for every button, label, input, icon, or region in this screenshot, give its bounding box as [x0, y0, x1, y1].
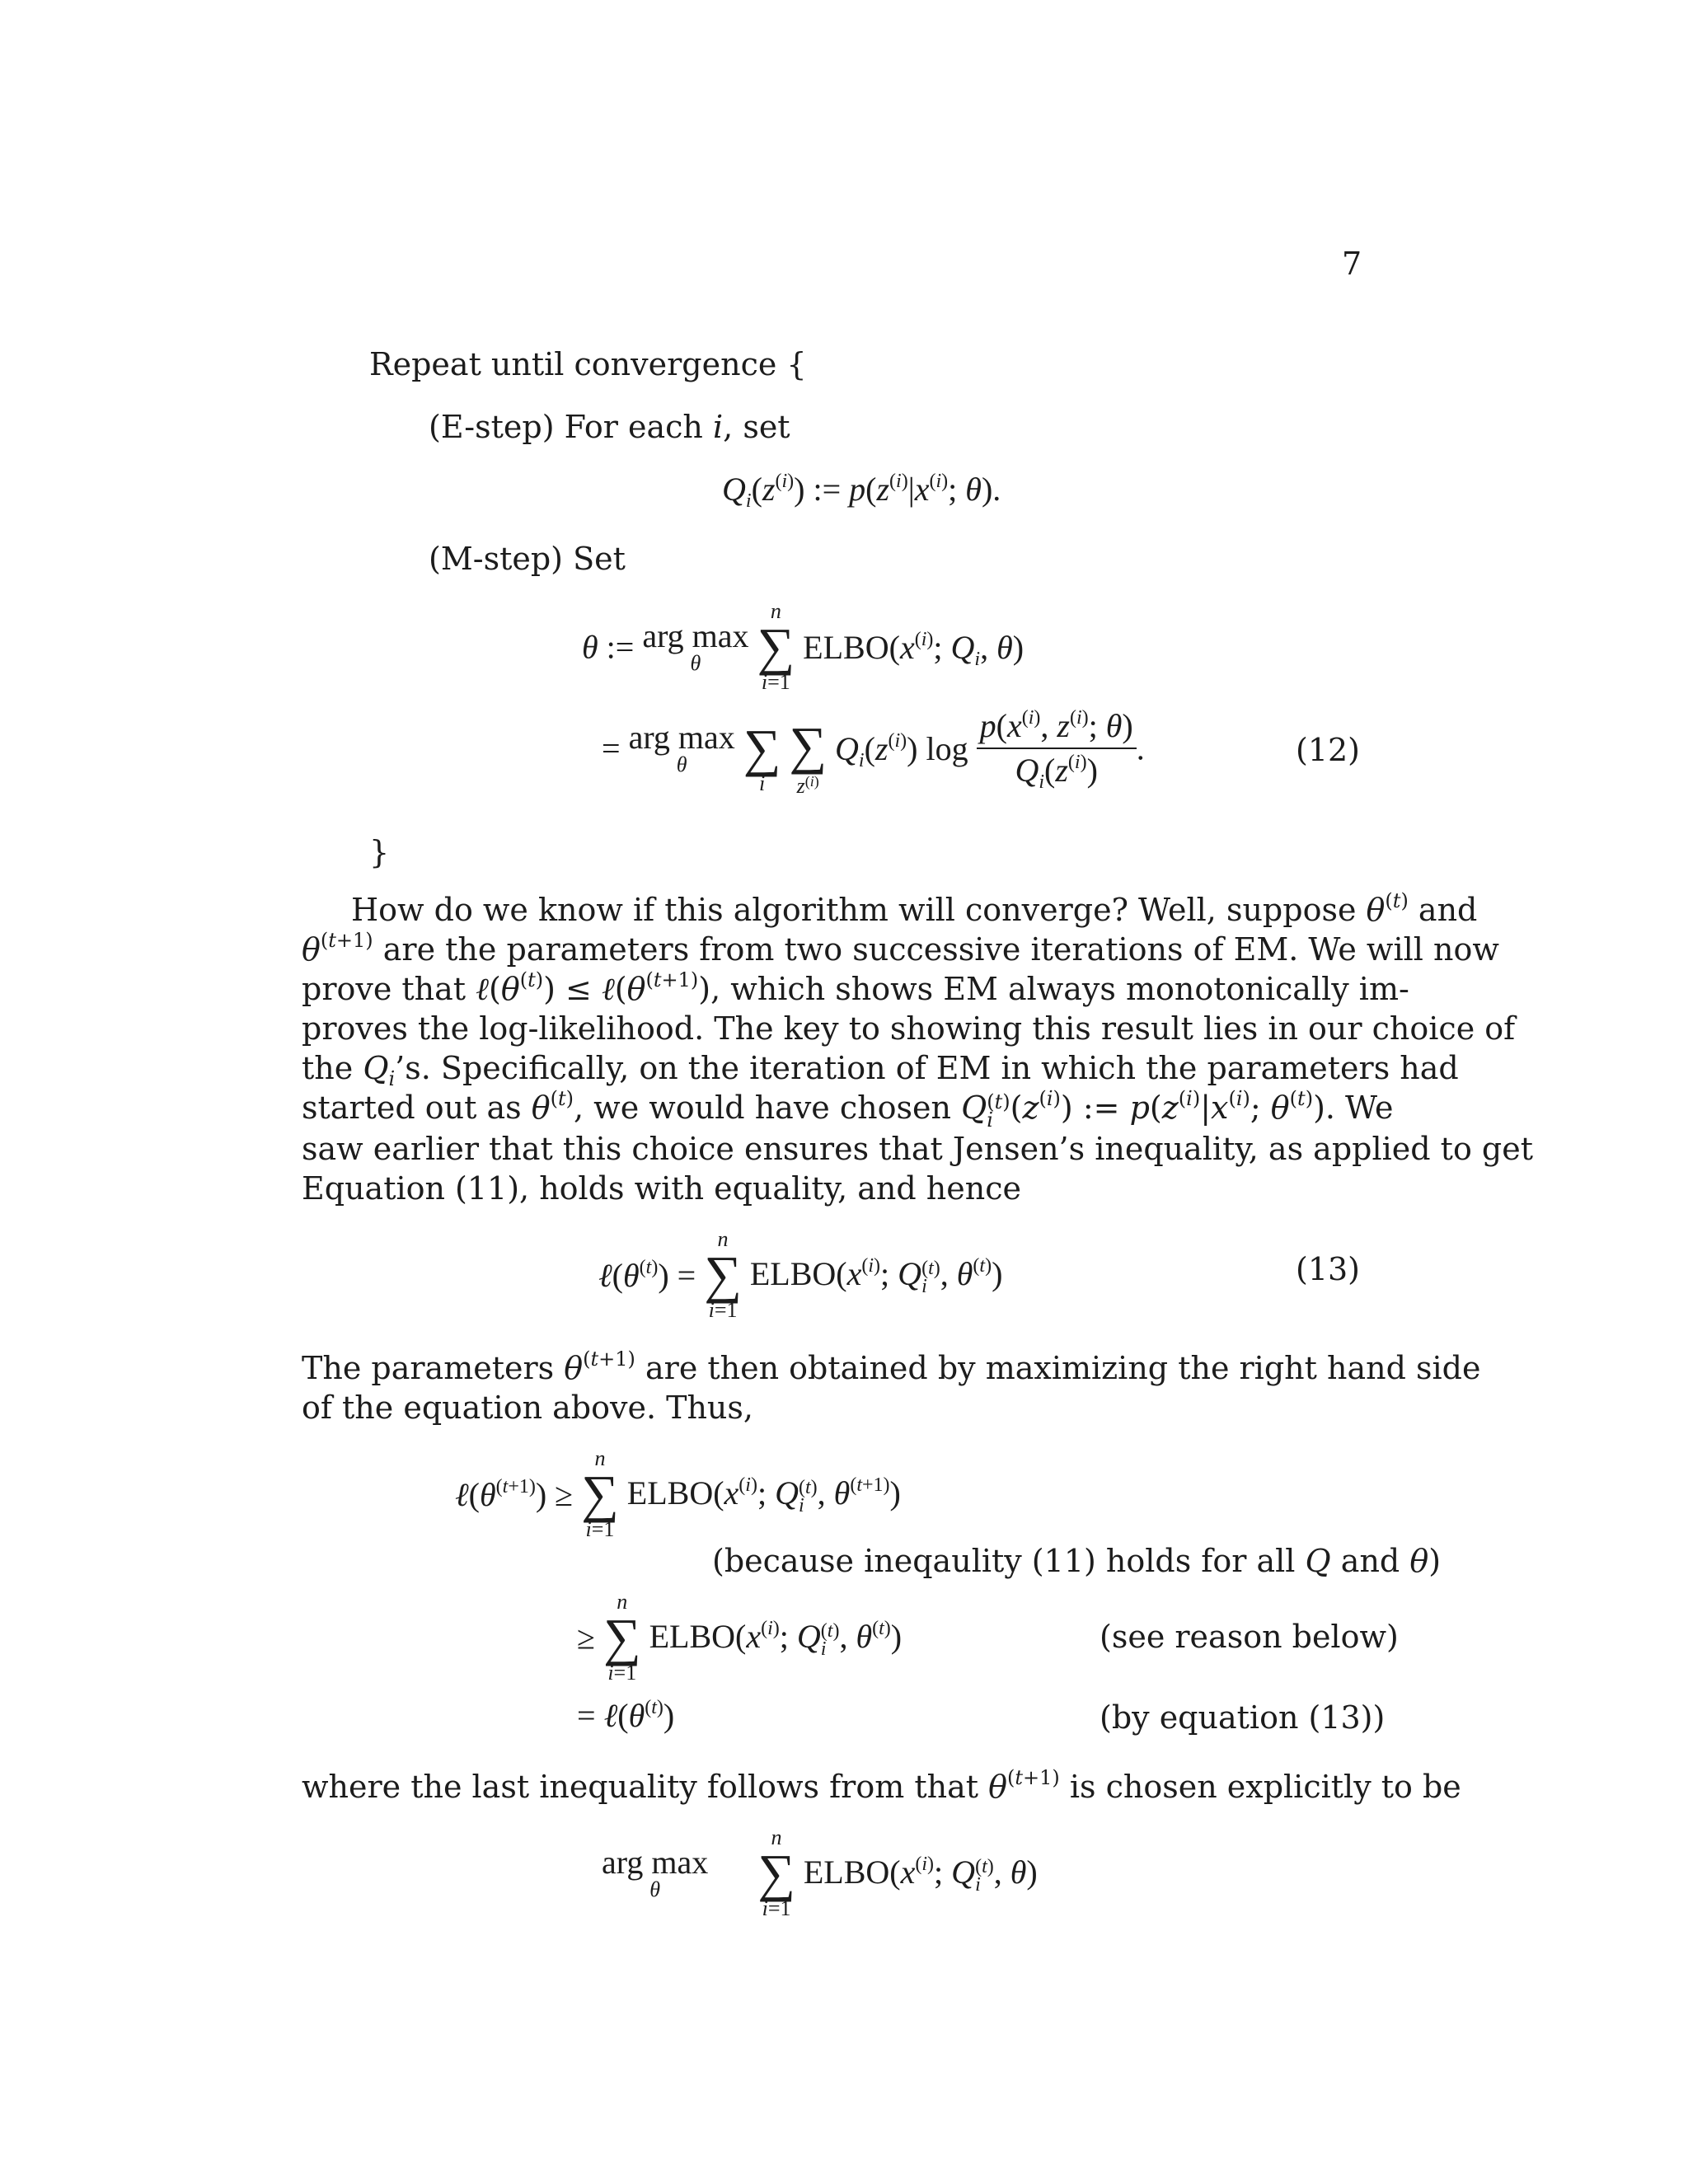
argmax-operator: arg max θ	[642, 617, 749, 675]
close-brace: }	[369, 834, 390, 870]
estep-equation: $Q_i(z^{(i)})$ := $p(z^{(i)}|x^{(i)}$; θ).	[722, 471, 1001, 512]
estep-var: i	[713, 409, 724, 445]
paragraph-2: The parameters $\theta^{(t+1)}$ are then obtained by maximizing the right hand side of the equation above. Thus,	[302, 1347, 1481, 1426]
mstep-equation-1: θ := arg max θ n ∑ i=1 $ELBO(x^{(i)}$; $Q_i$, θ)	[582, 599, 1025, 694]
equation-13: $\ell(\theta^{(t)})$ = n ∑ i=1 $ELBO(x^{(i)}$; Q (t) i , $\theta^{(t)}$)	[598, 1227, 1003, 1322]
estep-suffix: , set	[723, 409, 790, 445]
sum-operator-final: n ∑ i=1	[757, 1825, 795, 1920]
ineq-reason-2: (see reason below)	[1100, 1619, 1399, 1655]
argmax-operator-2: arg max θ	[628, 719, 735, 776]
repeat-line: Repeat until convergence {	[369, 346, 807, 382]
final-argmax-equation: arg max θ n ∑ i=1 $ELBO(x^{(i)}$; Q (t) i , θ)	[602, 1825, 1038, 1920]
fraction: $\frac{p(x^{(i)}, z^{(i)}; \theta)}{Q_i(z^{(i)})}$	[977, 708, 1137, 789]
ineq-reason-1: (because ineqaulity (11) holds for all Q and θ)	[712, 1543, 1442, 1579]
sum-operator-i: ∑ i	[743, 719, 781, 795]
mstep-line: (M-step) Set	[429, 541, 626, 577]
paragraph-1: How do we know if this algorithm will converge? Well, suppose $\theta^{(t)}$ and $\theta^{(t+1)}$ are the parameters from two successive iterations of EM. We will now prove that $\ell(\theta^{(t)})$ ≤ $\ell(\theta^{(t+1)})$, which shows EM always monotonically im- proves the log-likelihood. The key to showing this result lies in our choice of the $Q_i’s$. Specifically, on the iteration of EM in which the parameters had started out as $\theta^{(t)}$, we would have chosen Q (t) i $(z^{(i)})$ := $p(z^{(i)}|x^{(i)}$; $\theta^{(t)}$). We saw earlier that this choice ensures that Jensen’s inequality, as applied to get Equation (11), holds with equality, and hence	[302, 889, 1533, 1207]
ineq-line-3: = $\ell(\theta^{(t)})$	[577, 1697, 675, 1734]
paragraph-3: where the last inequality follows from that $\theta^{(t+1)}$ is chosen explicitly to be	[302, 1766, 1461, 1805]
page-number: 7	[1342, 246, 1362, 282]
sum-operator-ineq-2: n ∑ i=1	[603, 1590, 641, 1685]
ineq-line-2: ≥ n ∑ i=1 $ELBO(x^{(i)}$; Q (t) i , $\theta^{(t)}$)	[577, 1590, 903, 1685]
equation-number-12: (12)	[1296, 732, 1361, 768]
ineq-line-1: $\ell(\theta^{(t+1)})$ ≥ n ∑ i=1 $ELBO(x^{(i)}$; Q (t) i , $\theta^{(t+1)}$)	[455, 1446, 901, 1541]
equation-number-13: (13)	[1296, 1251, 1361, 1287]
sum-operator-ineq-1: n ∑ i=1	[581, 1446, 619, 1541]
argmax-operator-final: arg max θ	[602, 1844, 709, 1901]
estep-prefix: (E-step) For each	[429, 409, 713, 445]
estep-line	[429, 407, 790, 447]
sum-operator-z: ∑ $z^{(i)}$	[789, 716, 828, 798]
ineq-reason-3: (by equation (13))	[1100, 1699, 1386, 1736]
mstep-equation-2: = arg max θ ∑ i ∑ $z^{(i)}$ $Q_i(z^{(i)})$ log $\frac{p(x^{(i)}, z^{(i)}; \theta)}{Q_i(z^{(i)})}$ .	[602, 699, 1145, 798]
sum-operator-13: n ∑ i=1	[704, 1227, 742, 1322]
sum-operator: n ∑ i=1	[757, 599, 795, 694]
